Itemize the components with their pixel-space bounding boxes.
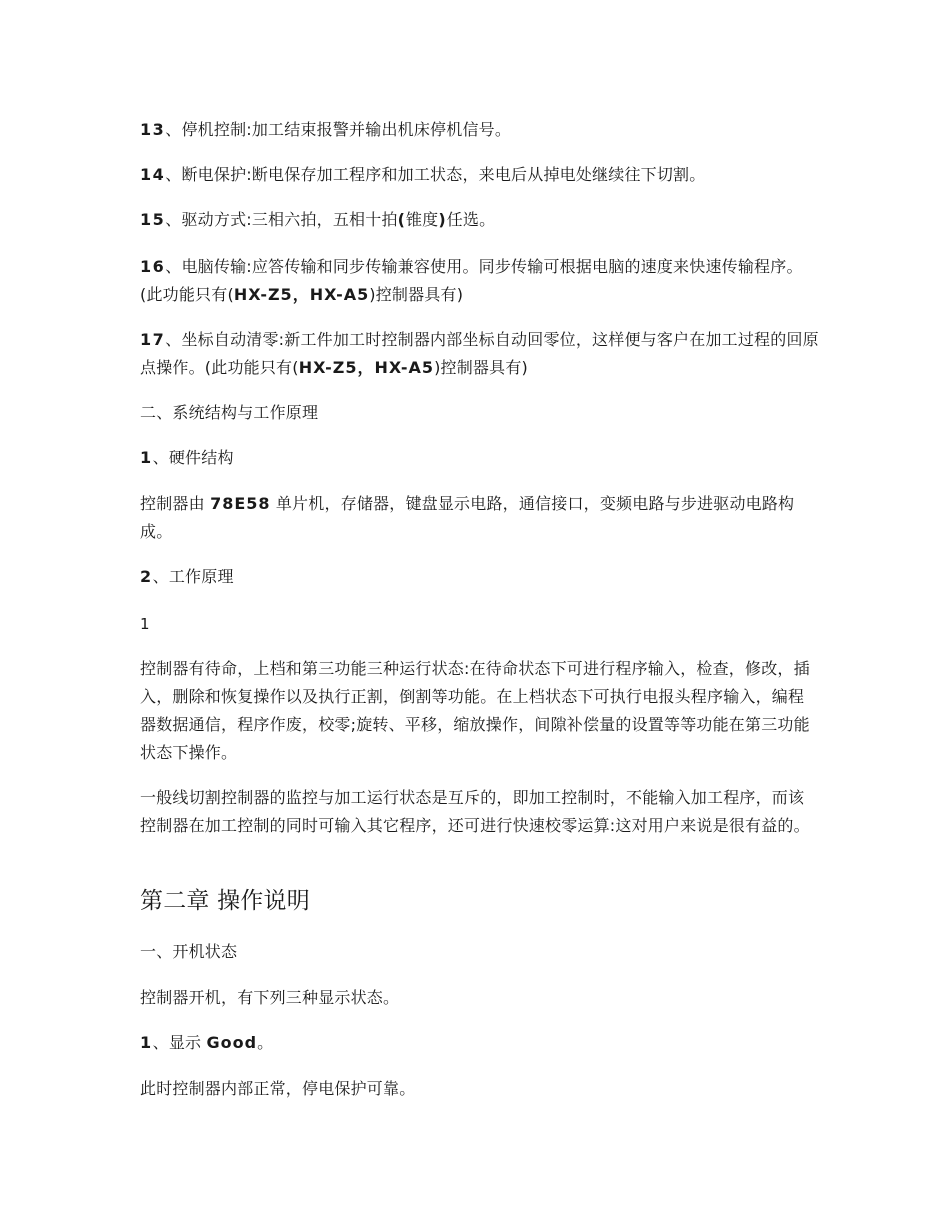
text-post: 。 bbox=[257, 1033, 274, 1052]
section-heading-system: 二、系统结构与工作原理 bbox=[140, 403, 319, 422]
subheading-number: 2 bbox=[140, 567, 153, 586]
item-14 bbox=[140, 161, 820, 189]
hardware-paragraph bbox=[140, 490, 820, 546]
item-13 bbox=[140, 116, 820, 144]
bracket-close: ) bbox=[438, 210, 447, 229]
page-number: 1 bbox=[140, 615, 150, 633]
item-text-tail: )控制器具有) bbox=[369, 285, 464, 304]
item-text: 、驱动方式:三相六拍，五相十拍 bbox=[165, 210, 398, 229]
item-16 bbox=[140, 253, 820, 309]
boot-intro: 控制器开机，有下列三种显示状态。 bbox=[140, 988, 400, 1007]
item-number: 14 bbox=[140, 165, 166, 184]
item-text-mid: 锥度 bbox=[405, 210, 439, 229]
item-number: 16 bbox=[140, 257, 166, 276]
good-description: 此时控制器内部正常，停电保护可靠。 bbox=[140, 1079, 416, 1098]
model-names: HX-Z5，HX-A5 bbox=[298, 358, 435, 377]
item-text: 、断电保护:断电保存加工程序和加工状态，来电后从掉电处继续往下切割。 bbox=[165, 165, 706, 184]
subheading-number: 1 bbox=[140, 1033, 153, 1052]
bracket-open: ( bbox=[397, 210, 406, 229]
item-text: 、电脑传输:应答传输和同步传输兼容使用。同步传输可根据电脑的速度来快速传输程序。(此功能只有( bbox=[140, 257, 803, 304]
principle-paragraph-2: 一般线切割控制器的监控与加工运行状态是互斥的，即加工控制时，不能输入加工程序，而该控制器在加工控制的同时可输入其它程序，还可进行快速校零运算:这对用户来说是很有益的。 bbox=[140, 788, 810, 835]
item-number: 13 bbox=[140, 120, 166, 139]
subheading-principle bbox=[140, 563, 820, 591]
subheading-title: 、硬件结构 bbox=[152, 448, 234, 467]
item-text-tail: )控制器具有) bbox=[434, 358, 528, 377]
chip-model: 78E58 bbox=[210, 494, 271, 513]
item-text: 、停机控制:加工结束报警并输出机床停机信号。 bbox=[165, 120, 512, 139]
section-heading-boot: 一、开机状态 bbox=[140, 942, 238, 961]
item-15 bbox=[140, 206, 820, 234]
text-pre: 、显示 bbox=[152, 1033, 207, 1052]
principle-paragraph-1: 控制器有待命，上档和第三功能三种运行状态:在待命状态下可进行程序输入，检查，修改，插入，删除和恢复操作以及执行正割，倒割等功能。在上档状态下可执行电报头程序输入，编程器数据通信，程序作废，校零;旋转、平移，缩放操作，间隙补偿量的设置等等功能在第三功能状态下操作。 bbox=[140, 659, 810, 762]
display-word: Good bbox=[206, 1033, 258, 1052]
text-pre: 控制器由 bbox=[140, 494, 211, 513]
subheading-good bbox=[140, 1029, 820, 1057]
item-text: 、坐标自动清零:新工件加工时控制器内部坐标自动回零位，这样便与客户在加工过程的回原点操作。(此功能只有( bbox=[140, 330, 819, 377]
item-number: 15 bbox=[140, 210, 166, 229]
model-names: HX-Z5，HX-A5 bbox=[233, 285, 370, 304]
item-text-tail: 任选。 bbox=[446, 210, 496, 229]
subheading-title: 、工作原理 bbox=[152, 567, 234, 586]
item-17 bbox=[140, 326, 820, 382]
item-number: 17 bbox=[140, 330, 166, 349]
subheading-hardware bbox=[140, 444, 820, 472]
subheading-number: 1 bbox=[140, 448, 153, 467]
text-post: 单片机，存储器，键盘显示电路，通信接口，变频电路与步进驱动电路构成。 bbox=[140, 494, 795, 541]
chapter-title: 第二章 操作说明 bbox=[140, 888, 310, 914]
